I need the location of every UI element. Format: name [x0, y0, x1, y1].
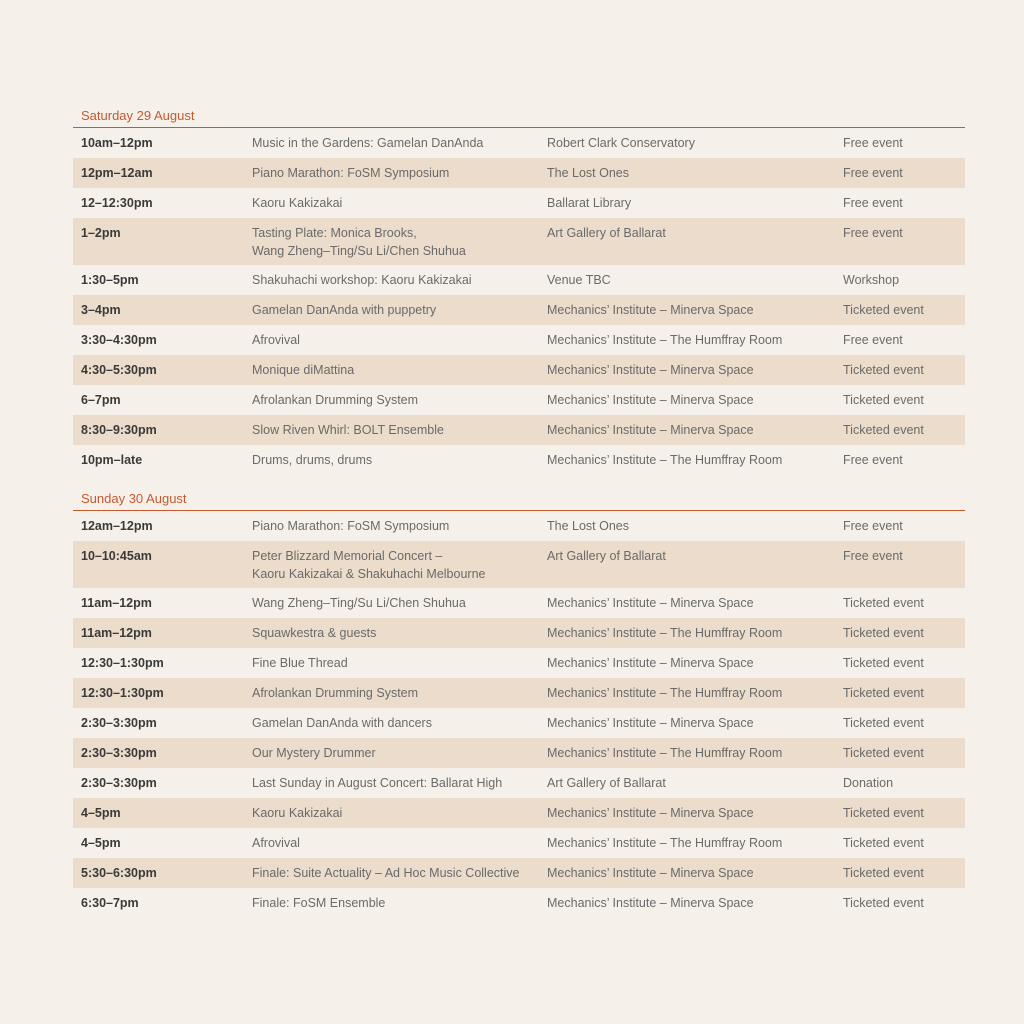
row-venue: Mechanics’ Institute – The Humffray Room [547, 686, 783, 700]
row-event: Shakuhachi workshop: Kaoru Kakizakai [252, 273, 472, 287]
schedule-row [73, 218, 965, 265]
row-price: Ticketed event [843, 746, 924, 760]
row-event: Kaoru Kakizakai [252, 806, 343, 820]
schedule-row [73, 858, 965, 888]
schedule-row [73, 678, 965, 708]
row-price: Ticketed event [843, 596, 924, 610]
schedule-row [73, 588, 965, 618]
row-event: Tasting Plate: Monica Brooks, Wang Zheng–Ting/Su Li/Chen Shuhua [252, 226, 466, 258]
row-price: Ticketed event [843, 393, 924, 407]
row-price: Free event [843, 519, 903, 533]
row-price: Ticketed event [843, 836, 924, 850]
day-saturday [73, 107, 965, 475]
row-event: Fine Blue Thread [252, 656, 348, 670]
row-event: Peter Blizzard Memorial Concert – Kaoru Kakizakai & Shakuhachi Melbourne [252, 549, 486, 581]
row-time: 3–4pm [81, 303, 121, 317]
row-price: Free event [843, 166, 903, 180]
row-time: 6:30–7pm [81, 896, 139, 910]
row-venue: The Lost Ones [547, 166, 629, 180]
row-venue: Mechanics’ Institute – The Humffray Room [547, 453, 783, 467]
row-price: Ticketed event [843, 363, 924, 377]
row-time: 10–10:45am [81, 549, 152, 563]
row-price: Free event [843, 453, 903, 467]
row-time: 5:30–6:30pm [81, 866, 157, 880]
schedule-row [73, 385, 965, 415]
row-venue: Ballarat Library [547, 196, 632, 210]
schedule-row [73, 798, 965, 828]
row-price: Ticketed event [843, 716, 924, 730]
row-time: 3:30–4:30pm [81, 333, 157, 347]
day-header: Saturday 29 August [73, 107, 965, 128]
row-price: Ticketed event [843, 896, 924, 910]
row-time: 12–12:30pm [81, 196, 153, 210]
row-time: 4:30–5:30pm [81, 363, 157, 377]
row-venue: Mechanics’ Institute – Minerva Space [547, 596, 754, 610]
row-event: Finale: FoSM Ensemble [252, 896, 386, 910]
row-time: 2:30–3:30pm [81, 776, 157, 790]
row-time: 10am–12pm [81, 136, 153, 150]
schedule-row [73, 295, 965, 325]
row-event: Afrolankan Drumming System [252, 393, 419, 407]
row-time: 10pm–late [81, 453, 143, 467]
schedule-row [73, 828, 965, 858]
row-price: Ticketed event [843, 806, 924, 820]
row-price: Ticketed event [843, 303, 924, 317]
schedule [73, 107, 965, 918]
row-venue: Mechanics’ Institute – Minerva Space [547, 423, 754, 437]
row-event: Afrovival [252, 333, 300, 347]
row-venue: Mechanics’ Institute – The Humffray Room [547, 746, 783, 760]
day-rows [73, 511, 965, 918]
row-event: Wang Zheng–Ting/Su Li/Chen Shuhua [252, 596, 466, 610]
row-event: Piano Marathon: FoSM Symposium [252, 166, 450, 180]
row-event: Piano Marathon: FoSM Symposium [252, 519, 450, 533]
row-venue: Mechanics’ Institute – Minerva Space [547, 896, 754, 910]
row-event: Afrovival [252, 836, 300, 850]
row-event: Music in the Gardens: Gamelan DanAnda [252, 136, 484, 150]
row-venue: Mechanics’ Institute – Minerva Space [547, 303, 754, 317]
row-venue: Mechanics’ Institute – Minerva Space [547, 363, 754, 377]
schedule-row [73, 708, 965, 738]
row-venue: Mechanics’ Institute – Minerva Space [547, 393, 754, 407]
row-venue: Art Gallery of Ballarat [547, 226, 666, 240]
row-time: 12:30–1:30pm [81, 686, 164, 700]
row-price: Free event [843, 226, 903, 240]
row-time: 4–5pm [81, 806, 121, 820]
schedule-row [73, 768, 965, 798]
schedule-row [73, 618, 965, 648]
schedule-row [73, 648, 965, 678]
row-venue: Mechanics’ Institute – Minerva Space [547, 806, 754, 820]
schedule-row [73, 511, 965, 541]
schedule-row [73, 445, 965, 475]
row-venue: Mechanics’ Institute – The Humffray Room [547, 333, 783, 347]
row-price: Donation [843, 776, 894, 790]
row-time: 11am–12pm [81, 626, 152, 640]
row-event: Slow Riven Whirl: BOLT Ensemble [252, 423, 444, 437]
day-header: Sunday 30 August [73, 490, 965, 511]
day-sunday [73, 490, 965, 918]
row-time: 12:30–1:30pm [81, 656, 164, 670]
row-time: 12pm–12am [81, 166, 153, 180]
row-venue: Art Gallery of Ballarat [547, 776, 666, 790]
row-event: Our Mystery Drummer [252, 746, 376, 760]
row-venue: Mechanics’ Institute – Minerva Space [547, 656, 754, 670]
row-time: 1–2pm [81, 226, 121, 240]
row-time: 2:30–3:30pm [81, 716, 157, 730]
row-price: Ticketed event [843, 686, 924, 700]
row-price: Free event [843, 549, 903, 563]
row-venue: The Lost Ones [547, 519, 629, 533]
row-time: 6–7pm [81, 393, 121, 407]
schedule-row [73, 128, 965, 158]
row-venue: Robert Clark Conservatory [547, 136, 695, 150]
row-price: Free event [843, 196, 903, 210]
row-venue: Mechanics’ Institute – Minerva Space [547, 716, 754, 730]
row-venue: Venue TBC [547, 273, 611, 287]
schedule-row [73, 738, 965, 768]
row-time: 8:30–9:30pm [81, 423, 157, 437]
schedule-row [73, 265, 965, 295]
row-event: Kaoru Kakizakai [252, 196, 343, 210]
row-event: Gamelan DanAnda with puppetry [252, 303, 437, 317]
row-venue: Mechanics’ Institute – The Humffray Room [547, 626, 783, 640]
row-venue: Mechanics’ Institute – The Humffray Room [547, 836, 783, 850]
row-price: Ticketed event [843, 423, 924, 437]
schedule-row [73, 158, 965, 188]
row-price: Ticketed event [843, 626, 924, 640]
row-venue: Art Gallery of Ballarat [547, 549, 666, 563]
row-price: Free event [843, 136, 903, 150]
row-event: Squawkestra & guests [252, 626, 377, 640]
schedule-row [73, 541, 965, 588]
row-event: Monique diMattina [252, 363, 355, 377]
row-event: Gamelan DanAnda with dancers [252, 716, 432, 730]
day-rows [73, 128, 965, 475]
row-time: 12am–12pm [81, 519, 153, 533]
row-price: Free event [843, 333, 903, 347]
row-price: Workshop [843, 273, 900, 287]
row-event: Last Sunday in August Concert: Ballarat High [252, 776, 503, 790]
row-time: 4–5pm [81, 836, 121, 850]
row-time: 11am–12pm [81, 596, 152, 610]
schedule-row [73, 188, 965, 218]
row-price: Ticketed event [843, 656, 924, 670]
row-event: Afrolankan Drumming System [252, 686, 419, 700]
schedule-row [73, 415, 965, 445]
schedule-row [73, 355, 965, 385]
row-time: 2:30–3:30pm [81, 746, 157, 760]
row-time: 1:30–5pm [81, 273, 139, 287]
row-price: Ticketed event [843, 866, 924, 880]
row-event: Finale: Suite Actuality – Ad Hoc Music Collective [252, 866, 520, 880]
schedule-row [73, 325, 965, 355]
schedule-row [73, 888, 965, 918]
row-venue: Mechanics’ Institute – Minerva Space [547, 866, 754, 880]
row-event: Drums, drums, drums [252, 453, 373, 467]
